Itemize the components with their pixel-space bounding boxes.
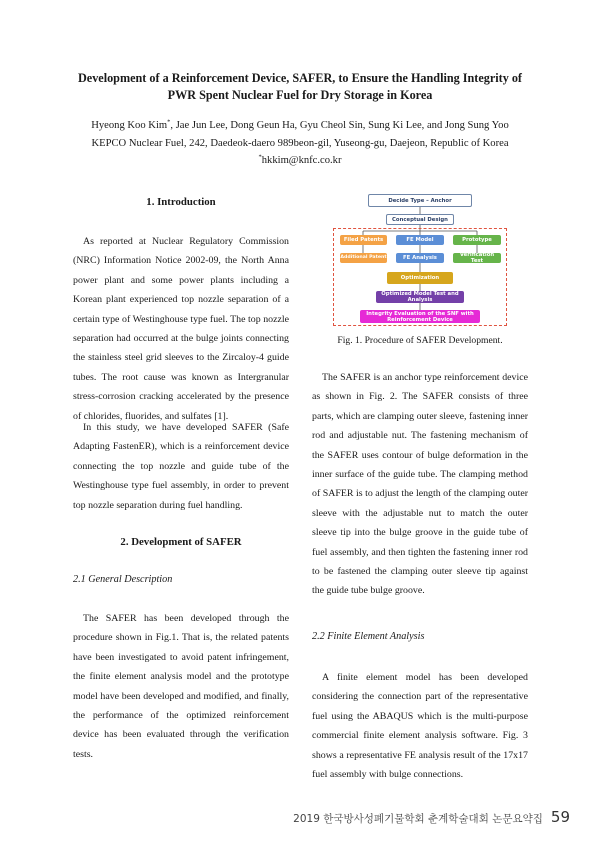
- author-line: [40, 120, 560, 131]
- title-line-2: PWR Spent Nuclear Fuel for Dry Storage in Korea: [167, 88, 433, 102]
- flow-filed-patents: Filed Patents: [340, 235, 387, 245]
- proceedings-title: 2019 한국방사성폐기물학회 춘계학술대회 논문요약집: [293, 813, 543, 825]
- general-paragraph-2: The SAFER is an anchor type reinforcement device as shown in Fig. 2. The SAFER consists of three parts, which are clamping outer sleeve, fastening inner rod and adjustable nut. The fastening mechanism of the SAFER uses contour of bulge deformation in the inner surface of the guide tube. The clamping method of SAFER is to adjust the length of the clamping outer sleeve with the adjustable nut to match the outer sleeve tip into the bulge groove in the guide tube of fuel assembly, and then tighten the fastening inner rod to be fastened the clamping outer sleeve tip against the guide tube bulge groove.: [312, 372, 528, 597]
- intro-paragraph-2: In this study, we have developed SAFER (Safe Adapting FastenER), which is a reinforcement device connecting the top nozzle and guide tube of the Westinghouse type fuel assembly, in order to prevent top nozzle separation during fuel handling.: [73, 422, 289, 511]
- flow-step-conceptual-design: Conceptual Design: [386, 214, 454, 225]
- email-line: [40, 155, 560, 166]
- flow-optimized-model: Optimized Model Test and Analysis: [376, 291, 464, 303]
- page-number: 59: [550, 808, 570, 826]
- author-mark: *: [167, 118, 171, 126]
- authors-rest: , Jae Jun Lee, Dong Geun Ha, Gyu Cheol Sin, Sung Ki Lee, and Jong Sung Yoo: [170, 120, 509, 131]
- intro-heading: 1. Introduction: [146, 196, 216, 208]
- fe-paragraph-1: A finite element model has been developed considering the connection part of the representative fuel using the ABAQUS which is the multi-purpose commercial finite element analysis software. Fig. 3 shows a representative FE analysis result of the 17x17 fuel assembly with bulge connections.: [312, 672, 528, 781]
- intro-paragraph-1: As reported at Nuclear Regulatory Commission (NRC) Information Notice 2002-09, the North Anna power plant and some power plants including a Korean plant experienced top nozzle separation of a certain type of Westinghouse type fuel. The top nozzle separation had occurred at the bulge joints connecting the stainless steel grid sleeves to the Zircaloy-4 guide tubes. The root cause was known as Intergranular stress-corrosion cracking accelerated by the presence of chlorides, fluorides, and sulfates [1].: [73, 236, 289, 422]
- affiliation: KEPCO Nuclear Fuel, 242, Daedeok-daero 989beon-gil, Yuseong-gu, Daejeon, Republic of Korea: [91, 138, 509, 149]
- flow-step-decide-type: Decide Type – Anchor: [368, 194, 472, 207]
- figure-1-flowchart: [330, 190, 510, 330]
- page-footer: [293, 808, 570, 826]
- flow-additional-patent: Additional Patent: [340, 253, 387, 263]
- flow-fe-model: FE Model: [396, 235, 444, 245]
- email-mark: *: [258, 153, 262, 161]
- general-paragraph-1: The SAFER has been developed through the procedure shown in Fig.1. That is, the related patents have been investigated to avoid patent infringement, the finite element analysis model and the prototype model have been developed and modified, and finally, the performance of the optimized reinforcement device has been evaluated through the verification tests.: [73, 613, 289, 760]
- title-line-1: Development of a Reinforcement Device, SAFER, to Ensure the Handling Integrity of: [77, 71, 522, 85]
- development-heading: 2. Development of SAFER: [120, 536, 242, 548]
- flow-optimization: Optimization: [387, 272, 453, 284]
- flow-prototype: Prototype: [453, 235, 501, 245]
- email: hkkim@knfc.co.kr: [261, 155, 342, 166]
- author-first: Hyeong Koo Kim: [91, 120, 168, 131]
- flow-verification-test: Verification Test: [453, 253, 501, 263]
- figure-1-caption: Fig. 1. Procedure of SAFER Development.: [337, 335, 503, 346]
- general-description-heading: 2.1 General Description: [73, 574, 173, 585]
- paper-title: [40, 70, 560, 104]
- flow-integrity-evaluation: Integrity Evaluation of the SNF with Reinforcement Device: [360, 310, 480, 323]
- fe-analysis-heading: 2.2 Finite Element Analysis: [312, 631, 425, 642]
- flow-fe-analysis: FE Analysis: [396, 253, 444, 263]
